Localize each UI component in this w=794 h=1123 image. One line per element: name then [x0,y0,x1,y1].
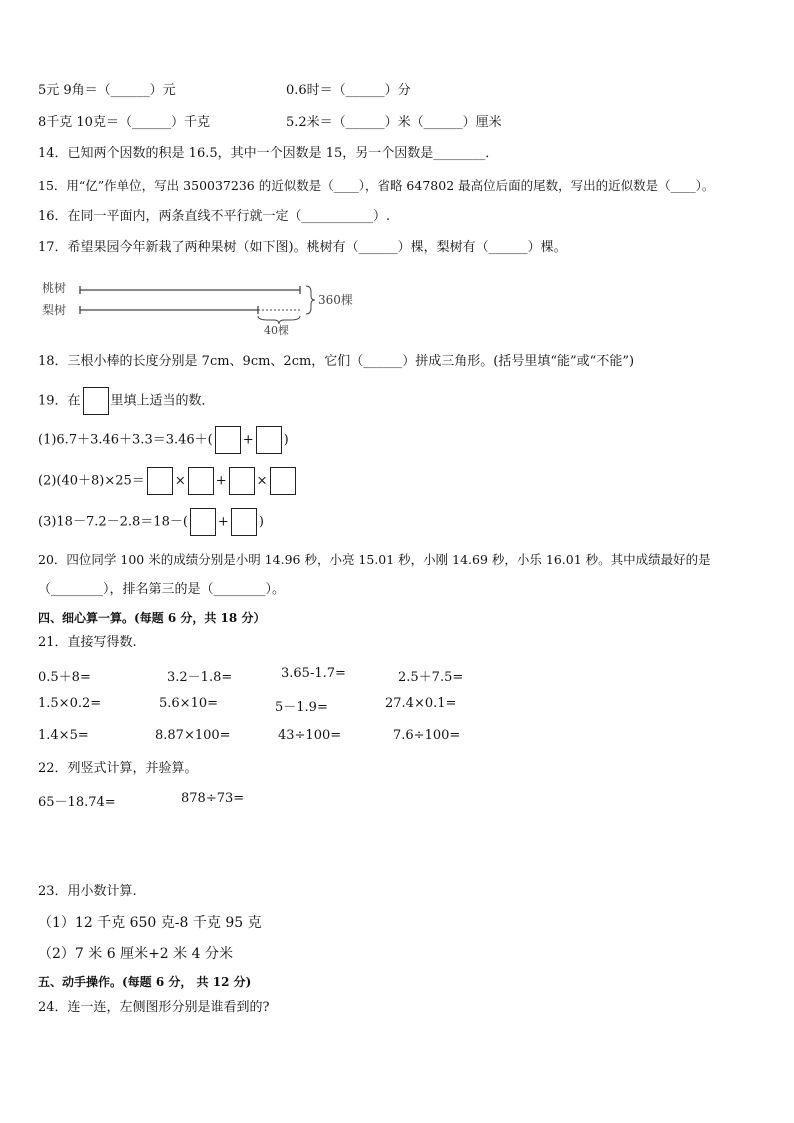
question-14: 14．已知两个因数的积是 16.5，其中一个因数是 15，另一个因数是________． [38,146,499,161]
calc-item: 8.87×100= [155,728,231,743]
question-23: 23．用小数计算. [38,884,137,899]
question-19-suffix: 里填上适当的数． [110,393,215,409]
unit-conversion-yuan: 5元 9角＝（______）元 [38,83,176,98]
calc-item: 1.5×0.2= [38,696,102,711]
answer-box[interactable] [256,426,282,454]
question-22: 22．列竖式计算，并验算。 [38,761,198,776]
calc-item: 2.5＋7.5= [398,670,464,685]
fruit-tree-diagram [38,276,378,338]
difference-brace [258,316,300,324]
answer-box[interactable] [190,508,216,536]
calc-item: 5.6×10= [159,696,219,711]
answer-box[interactable] [270,467,296,495]
peach-tree-label: 桃树 [42,281,67,295]
question-15: 15．用“亿”作单位，写出 350037236 的近似数是（____），省略 647802 最高位后面的尾数，写出的近似数是（____）。 [38,178,715,193]
section-5-heading: 五、动手操作。(每题 6 分， 共 12 分) [38,975,252,989]
close-paren: ) [283,432,289,448]
answer-box[interactable] [231,508,257,536]
answer-box[interactable] [215,426,241,454]
question-19-prefix: 19．在 [38,393,81,409]
calc-item: 0.5＋8= [38,670,91,685]
question-19 [38,387,215,416]
question-16: 16．在同一平面内，两条直线不平行就一定（___________）. [38,209,391,224]
unit-conversion-hour: 0.6时＝（______）分 [286,83,411,98]
answer-box[interactable] [229,467,255,495]
total-brace [306,286,315,314]
question-21: 21．直接写得数. [38,635,137,650]
question-23-part-1: （1）12 千克 650 克-8 千克 95 克 [38,915,262,931]
answer-box[interactable] [147,467,173,495]
section-4-heading: 四、细心算一算。(每题 6 分，共 18 分） [38,611,266,625]
calc-item: 5－1.9= [275,700,328,715]
plus-sign: + [242,432,254,448]
close-paren: ) [258,514,264,530]
plus-sign: + [217,514,229,530]
calc-item: 3.2－1.8= [167,670,233,685]
calc-item: 1.4×5= [38,728,89,743]
calc-item: 3.65-1.7= [281,666,346,681]
question-18: 18．三根小棒的长度分别是 7cm、9cm、2cm，它们（______）拼成三角形。(括号里填“能”或“不能”) [38,354,635,369]
unit-conversion-kg: 8千克 10克＝（______）千克 [38,115,210,130]
answer-box[interactable] [188,467,214,495]
calc-item: 7.6÷100= [393,728,461,743]
question-20-line-2: （________），排名第三的是（________）。 [38,582,286,597]
calc-item: 27.4×0.1= [385,696,457,711]
unit-conversion-meter: 5.2米＝（______）米（______）厘米 [286,115,502,130]
question-19-part-2 [38,467,298,496]
plus-sign: + [215,473,227,489]
pear-tree-label: 梨树 [42,303,67,317]
question-24: 24．连一连，左侧图形分别是谁看到的? [38,1000,270,1015]
part-1-expression: (1)6.7＋3.46＋3.3＝3.46＋( [38,432,213,448]
vertical-calc-item: 878÷73= [181,791,245,806]
difference-label: 40棵 [264,324,289,337]
part-3-expression: (3)18－7.2－2.8＝18－( [38,514,188,530]
question-23-part-2: （2）7 米 6 厘米+2 米 4 分米 [38,946,233,962]
question-17: 17．希望果园今年新栽了两种果树（如下图)。桃树有（______）棵，梨树有（______）棵。 [38,240,567,255]
part-2-expression: (2)(40＋8)×25＝ [38,473,145,489]
calc-item: 43÷100= [278,728,342,743]
question-19-part-3 [38,508,264,537]
answer-box-example [83,387,109,415]
vertical-calc-item: 65－18.74= [38,795,116,810]
total-label: 360棵 [318,293,353,307]
question-19-part-1 [38,426,289,455]
times-sign: × [174,473,186,489]
question-20-line-1: 20．四位同学 100 米的成绩分别是小明 14.96 秒，小亮 15.01 秒，小刚 14.69 秒，小乐 16.01 秒。其中成绩最好的是 [38,552,711,567]
times-sign: × [256,473,268,489]
